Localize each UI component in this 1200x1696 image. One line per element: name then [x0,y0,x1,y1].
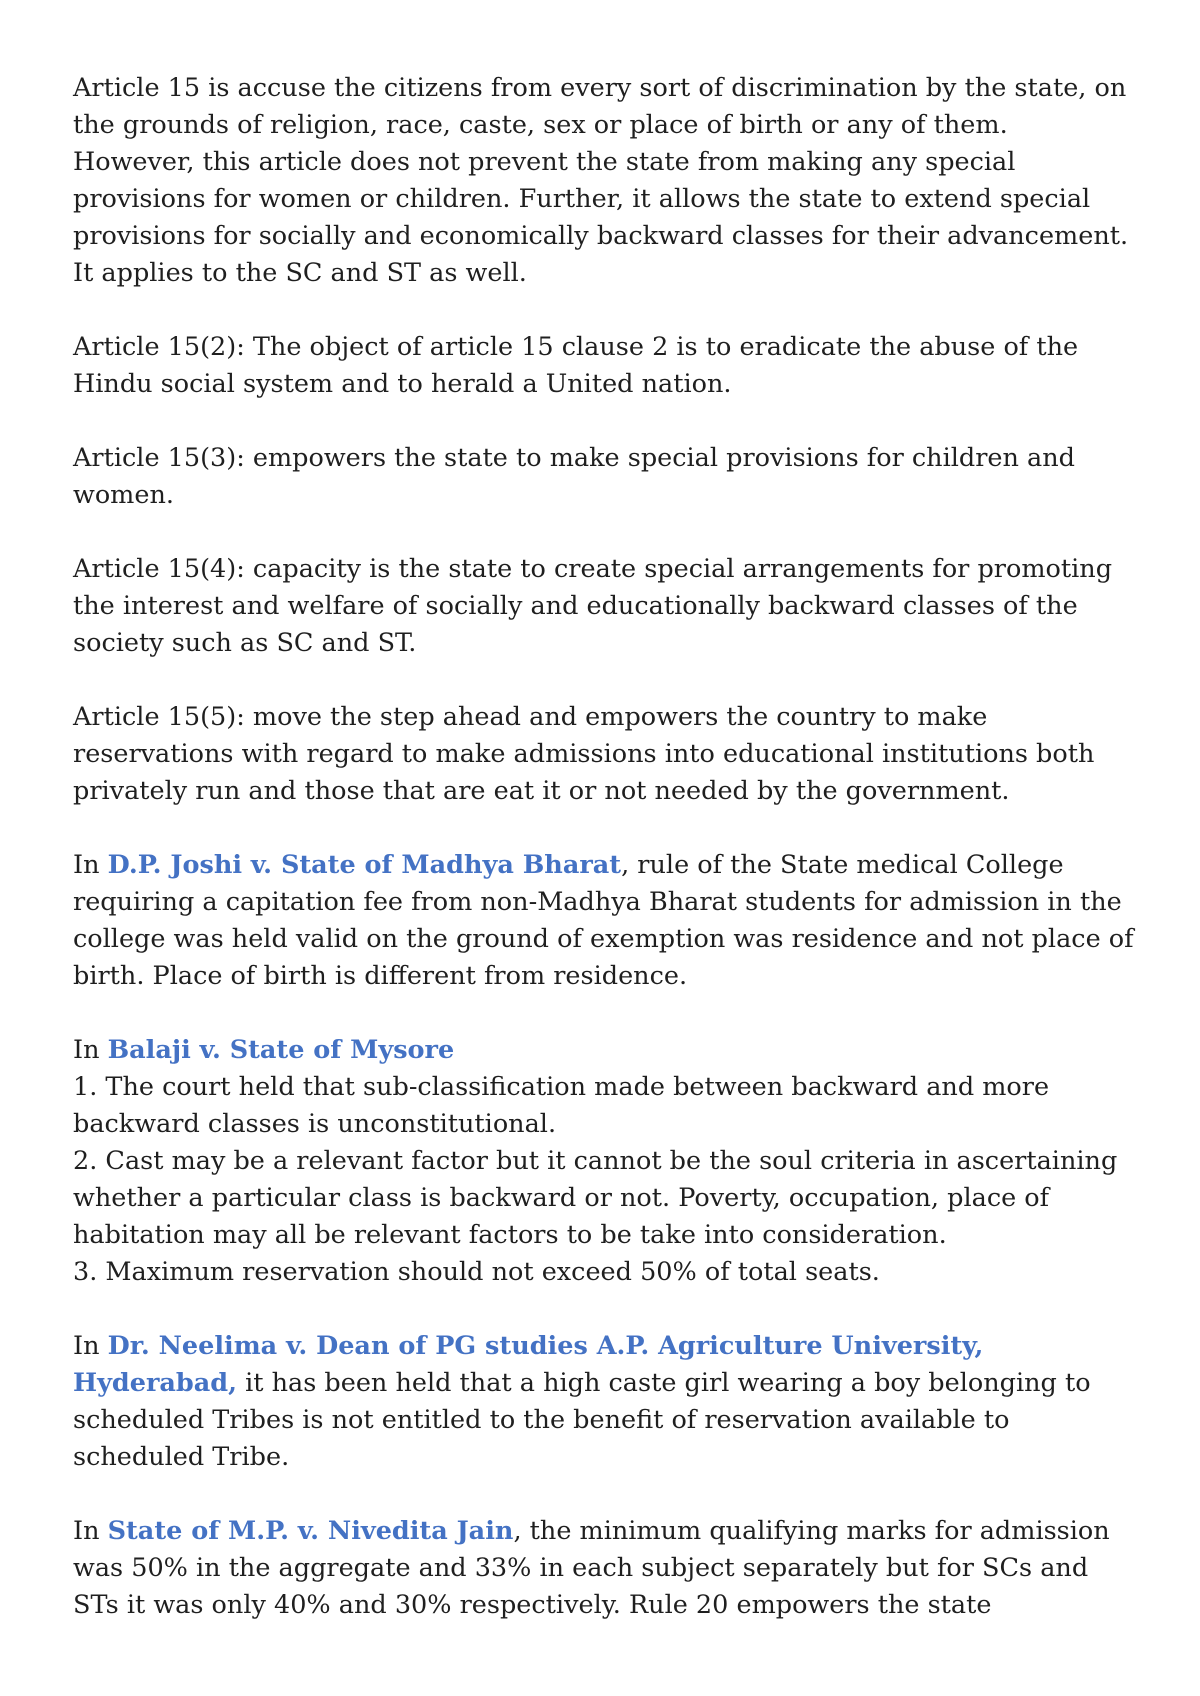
case-text: , the minimum qualifying marks for admission was 50% in the aggregate and 33% in each subject separately but for SCs and STs it was only 40% and 30% respectively. Rule 20 empowers the state [73,1516,1110,1620]
balaji-point-2: 2. Cast may be a relevant factor but it cannot be the soul criteria in ascertaining whether a particular class is backward or not. Poverty, occupation, place of habitation may all be relevant factors to be take into consideration. [73,1146,1118,1250]
case-name-neelima: Dr. Neelima v. Dean of PG studies A.P. Agriculture University, Hyderabad, [73,1331,984,1398]
paragraph-article-15-3: Article 15(3): empowers the state to make special provisions for children and women. [73,443,1075,510]
case-prefix: In [73,1516,108,1546]
balaji-point-1: 1. The court held that sub-classification made between backward and more backward classes is unconstitutional. [73,1072,1050,1139]
balaji-point-3: 3. Maximum reservation should not exceed 50% of total seats. [73,1257,880,1287]
case-text: it has been held that a high caste girl wearing a boy belonging to scheduled Tribes is not entitled to the benefit of reservation available to scheduled Tribe. [73,1368,1091,1472]
case-prefix: In [73,1331,108,1361]
paragraph-balaji-case-heading [73,1032,1135,1069]
case-text: , rule of the State medical College requiring a capitation fee from non-Madhya Bharat students for admission in the college was held valid on the ground of exemption was residence and not place of birth. Place of birth is different from residence. [73,850,1134,991]
paragraph-joshi-case [73,847,1135,995]
paragraph-jain-case [73,1513,1135,1624]
document-page [73,70,1135,1624]
case-name-jain: State of M.P. v. Nivedita Jain [107,1516,514,1546]
case-prefix: In [73,850,108,880]
paragraph-article-15: Article 15 is accuse the citizens from every sort of discrimination by the state, on the grounds of religion, race, caste, sex or place of birth or any of them. However, this article does not prevent the state from making any special provisions for women or children. Further, it allows the state to extend special provisions for socially and economically backward classes for their advancement. It applies to the SC and ST as well. [73,73,1129,288]
paragraph-article-15-4: Article 15(4): capacity is the state to create special arrangements for promoting the interest and welfare of socially and educationally backward classes of the society such as SC and ST. [73,554,1113,658]
paragraph-article-15-5: Article 15(5): move the step ahead and empowers the country to make reservations with regard to make admissions into educational institutions both privately run and those that are eat it or not needed by the government. [73,702,1095,806]
case-name-balaji: Balaji v. State of Mysore [107,1035,455,1065]
paragraph-article-15-2: Article 15(2): The object of article 15 clause 2 is to eradicate the abuse of the Hindu social system and to herald a United nation. [73,332,1079,399]
paragraph-neelima-case [73,1328,1135,1476]
case-prefix: In [73,1035,108,1065]
case-name-joshi: D.P. Joshi v. State of Madhya Bharat [107,850,622,880]
